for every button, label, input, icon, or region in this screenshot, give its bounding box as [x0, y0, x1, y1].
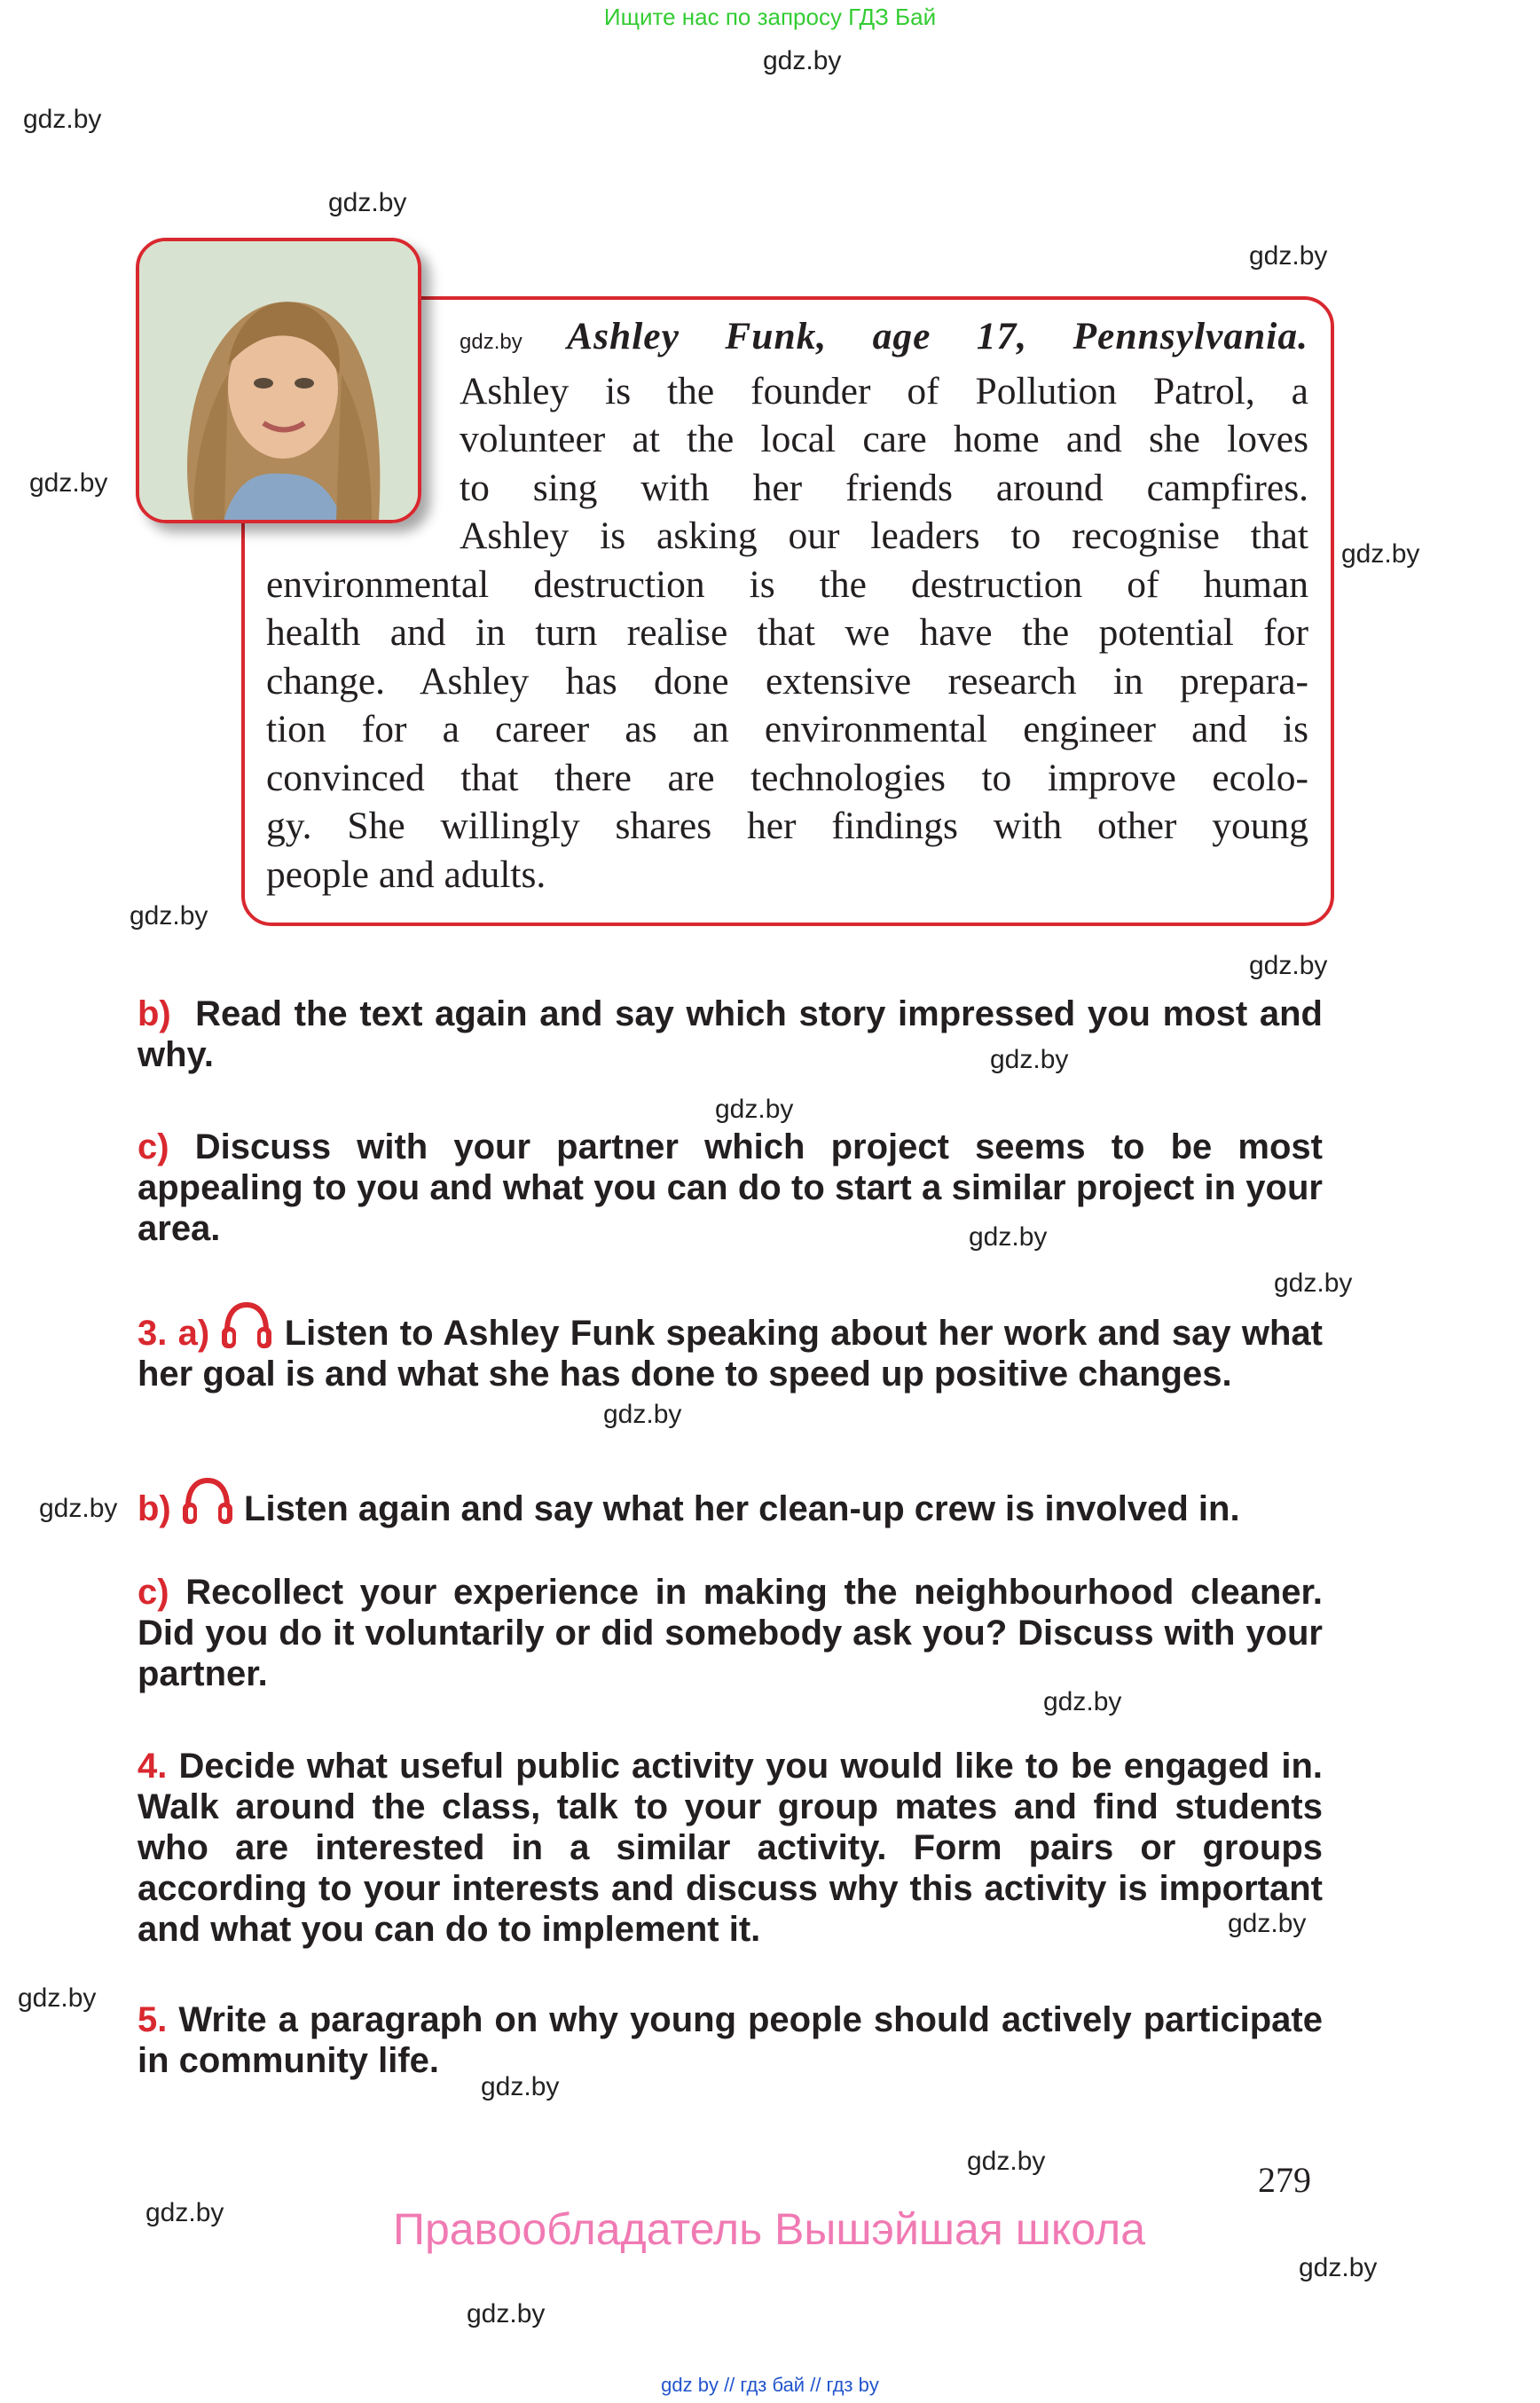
task-text: Discuss with your partner which project seems to be most appealing to you and what you can do to start a similar project in your area.	[138, 1127, 1323, 1248]
task-3b	[138, 1476, 1323, 1529]
profile-line: Ashley is asking our leaders to recognise that	[460, 514, 1308, 557]
watermark: gdz.by	[1274, 1268, 1353, 1298]
watermark: gdz.by	[1341, 539, 1420, 569]
watermark: gdz.by	[145, 2198, 224, 2227]
task-text: Read the text again and say which story impressed you most and why.	[138, 994, 1323, 1074]
profile-line: environmental destruction is the destruction of human	[266, 562, 1308, 606]
task-label: b)	[138, 994, 171, 1033]
task-text: Recollect your experience in making the neighbourhood cleaner. Did you do it voluntarily or did somebody ask you? Discuss with your partner.	[138, 1573, 1323, 1693]
footer-links[interactable]: gdz by // гдз бай // гдз by	[661, 2374, 879, 2396]
task-label: 5.	[138, 2000, 168, 2039]
watermark: gdz.by	[18, 1983, 97, 2013]
rights-holder: Правообладатель Вышэйшая школа	[393, 2204, 1145, 2254]
profile-name: Ashley Funk, age 17, Pennsylvania.	[567, 315, 1309, 357]
watermark: gdz.by	[1043, 1687, 1122, 1716]
watermark: gdz.by	[481, 2072, 560, 2101]
task-label: 3. a)	[138, 1314, 210, 1353]
task-label: 4.	[138, 1747, 168, 1786]
profile-line: to sing with her friends around campfires.	[460, 466, 1308, 509]
profile-line: volunteer at the local care home and she loves	[460, 418, 1308, 460]
watermark: gdz.by	[1299, 2253, 1378, 2282]
task-text: Write a paragraph on why young people should actively participate in community life.	[138, 2000, 1323, 2080]
headphones-icon	[220, 1300, 273, 1352]
watermark: gdz.by	[763, 46, 842, 75]
profile-line: people and adults.	[266, 852, 546, 896]
profile-line: change. Ashley has done extensive research in prepara-	[266, 659, 1308, 703]
task-5	[138, 1999, 1323, 2081]
profile-line: Ashley is the founder of Pollution Patrol, a	[460, 369, 1308, 412]
watermark: gdz.by	[1249, 241, 1328, 271]
profile-line: tion for a career as an environmental engineer and is	[266, 708, 1308, 750]
task-text: Decide what useful public activity you would like to be engaged in. Walk around the class, talk to your group mates and find students who are interested in a similar activity. Form pairs or groups according to your interests and discuss why this activity is important and what you can do to implement it.	[138, 1747, 1323, 1949]
page-number: 279	[1258, 2160, 1311, 2200]
profile-line: convinced that there are technologies to improve ecolo-	[266, 756, 1308, 799]
task-label: c)	[138, 1573, 169, 1612]
profile-line: gy. She willingly shares her findings with other young	[266, 805, 1308, 847]
task-label: b)	[138, 1489, 171, 1528]
task-3c	[138, 1572, 1323, 1694]
profile-line: health and in turn realise that we have the potential for	[266, 611, 1308, 654]
watermark: gdz.by	[969, 1222, 1048, 1252]
watermark: gdz.by	[467, 2299, 546, 2328]
watermark: gdz.by	[29, 468, 108, 498]
watermark: gdz.by	[460, 330, 522, 354]
watermark: gdz.by	[1228, 1909, 1307, 1938]
watermark: gdz.by	[603, 1400, 682, 1429]
watermark: gdz.by	[990, 1045, 1069, 1074]
task-label: c)	[138, 1127, 169, 1166]
task-2c	[138, 1127, 1323, 1249]
task-text: Listen to Ashley Funk speaking about her work and say what her goal is and what she has done to speed up positive changes.	[138, 1314, 1323, 1394]
profile-name-line	[266, 312, 1308, 367]
profile-text	[266, 312, 1308, 899]
watermark: gdz.by	[967, 2147, 1046, 2176]
watermark: gdz.by	[23, 105, 102, 134]
watermark: gdz.by	[328, 188, 407, 217]
watermark: gdz.by	[39, 1494, 118, 1523]
headphones-icon	[181, 1476, 234, 1527]
task-3a	[138, 1300, 1323, 1394]
watermark: gdz.by	[1249, 951, 1328, 980]
task-4	[138, 1746, 1323, 1950]
search-banner: Ищите нас по запросу ГДЗ Бай	[603, 4, 937, 30]
watermark: gdz.by	[130, 901, 208, 931]
watermark: gdz.by	[715, 1095, 794, 1124]
task-text: Listen again and say what her clean-up crew is involved in.	[244, 1489, 1240, 1528]
task-2b	[138, 993, 1323, 1075]
